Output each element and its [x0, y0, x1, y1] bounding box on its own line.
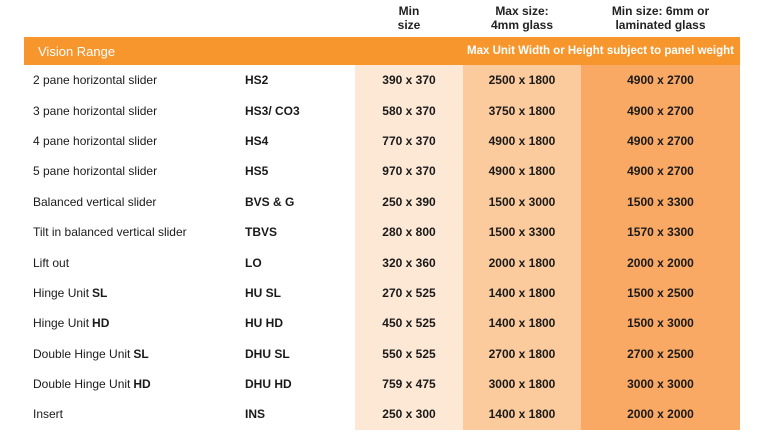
min-6mm-value: 4900 x 2700	[627, 103, 694, 118]
product-code: DHU HD	[245, 377, 292, 392]
product-name: Lift out	[33, 255, 70, 270]
min-6mm-value: 3000 x 3000	[627, 377, 694, 392]
header-min-6mm-label: Min size: 6mm or laminated glass	[611, 4, 710, 32]
product-name: Balanced vertical slider	[33, 194, 157, 209]
header-max-4mm-label: Max size: 4mm glass	[490, 4, 554, 32]
product-variant: SL	[133, 346, 149, 361]
min-6mm-value: 1500 x 2500	[627, 285, 694, 300]
min-size-value: 550 x 525	[382, 346, 436, 361]
product-name: Double Hinge Unit	[33, 346, 131, 361]
min-size-value: 759 x 475	[382, 377, 436, 392]
min-6mm-value: 4900 x 2700	[627, 73, 694, 88]
table-row	[0, 369, 768, 399]
product-name: Tilt in balanced vertical slider	[33, 225, 187, 240]
product-name: Insert	[33, 407, 64, 422]
min-6mm-value: 4900 x 2700	[627, 133, 694, 148]
max-4mm-value: 1400 x 1800	[488, 316, 556, 331]
product-name-cell	[33, 278, 107, 308]
min-size-value: 970 x 370	[382, 164, 436, 179]
max-4mm-value: 1400 x 1800	[488, 407, 556, 422]
max-4mm-value: 1400 x 1800	[488, 285, 556, 300]
product-code: HS3/ CO3	[245, 103, 300, 118]
min-size-value: 450 x 525	[382, 316, 436, 331]
product-code: HU HD	[245, 316, 283, 331]
product-code: HS4	[245, 133, 269, 148]
table-row	[0, 308, 768, 338]
max-4mm-value: 2500 x 1800	[488, 73, 556, 88]
min-6mm-value: 1500 x 3000	[627, 316, 694, 331]
product-code: BVS & G	[245, 194, 295, 209]
min-6mm-value: 4900 x 2700	[627, 164, 694, 179]
product-code: INS	[245, 407, 266, 422]
product-code: HS2	[245, 73, 269, 88]
table-row	[0, 247, 768, 277]
product-name-cell	[33, 217, 187, 247]
min-size-value: 250 x 390	[382, 194, 436, 209]
product-variant: SL	[92, 285, 108, 300]
product-name: 2 pane horizontal slider	[33, 73, 158, 88]
product-name-cell	[33, 187, 156, 217]
product-name-cell	[33, 399, 63, 429]
table-row	[0, 156, 768, 186]
product-name: Hinge Unit	[33, 316, 90, 331]
product-name: Hinge Unit	[33, 285, 90, 300]
product-name: 5 pane horizontal slider	[33, 164, 158, 179]
max-4mm-value: 4900 x 1800	[488, 164, 556, 179]
product-name-cell	[33, 126, 157, 156]
min-6mm-value: 2700 x 2500	[627, 346, 694, 361]
product-code: DHU SL	[245, 346, 290, 361]
header-min-size	[355, 0, 463, 36]
product-name-cell	[33, 65, 157, 95]
min-6mm-value: 2000 x 2000	[627, 407, 694, 422]
product-name: 4 pane horizontal slider	[33, 133, 158, 148]
product-name: Double Hinge Unit	[33, 377, 131, 392]
product-name-cell	[33, 369, 151, 399]
max-4mm-value: 3000 x 1800	[488, 377, 556, 392]
table-row	[0, 187, 768, 217]
max-4mm-value: 1500 x 3300	[488, 225, 556, 240]
product-name-cell	[33, 247, 69, 277]
table-row	[0, 339, 768, 369]
table-row	[0, 399, 768, 429]
min-size-value: 770 x 370	[382, 133, 436, 148]
product-code: HU SL	[245, 285, 281, 300]
max-4mm-value: 4900 x 1800	[488, 133, 556, 148]
banner-note: Max Unit Width or Height subject to panel weight	[467, 45, 734, 57]
product-name-cell	[33, 339, 149, 369]
min-size-value: 580 x 370	[382, 103, 436, 118]
max-4mm-value: 3750 x 1800	[488, 103, 556, 118]
min-size-value: 270 x 525	[382, 285, 436, 300]
table-row	[0, 278, 768, 308]
product-code: TBVS	[245, 225, 278, 240]
min-6mm-value: 1570 x 3300	[627, 225, 694, 240]
table-row	[0, 126, 768, 156]
table-row	[0, 217, 768, 247]
min-size-value: 280 x 800	[382, 225, 436, 240]
product-code: LO	[245, 255, 262, 270]
min-6mm-value: 2000 x 2000	[627, 255, 694, 270]
header-min-size-label: Min size	[397, 4, 421, 32]
max-4mm-value: 2700 x 1800	[488, 346, 556, 361]
product-name: 3 pane horizontal slider	[33, 103, 158, 118]
vision-range-banner	[24, 37, 740, 65]
min-size-value: 320 x 360	[382, 255, 436, 270]
header-min-6mm	[581, 0, 740, 36]
product-name-cell	[33, 308, 109, 338]
product-code: HS5	[245, 164, 269, 179]
min-size-value: 250 x 300	[382, 407, 436, 422]
product-name-cell	[33, 156, 157, 186]
product-variant: HD	[92, 316, 110, 331]
product-name-cell	[33, 95, 157, 125]
min-size-value: 390 x 370	[382, 73, 436, 88]
max-4mm-value: 1500 x 3000	[488, 194, 556, 209]
header-max-4mm	[463, 0, 581, 36]
table-row	[0, 65, 768, 95]
min-6mm-value: 1500 x 3300	[627, 194, 694, 209]
max-4mm-value: 2000 x 1800	[488, 255, 556, 270]
product-variant: HD	[133, 377, 151, 392]
table-row	[0, 95, 768, 125]
banner-title: Vision Range	[38, 43, 116, 59]
product-table	[0, 65, 768, 430]
